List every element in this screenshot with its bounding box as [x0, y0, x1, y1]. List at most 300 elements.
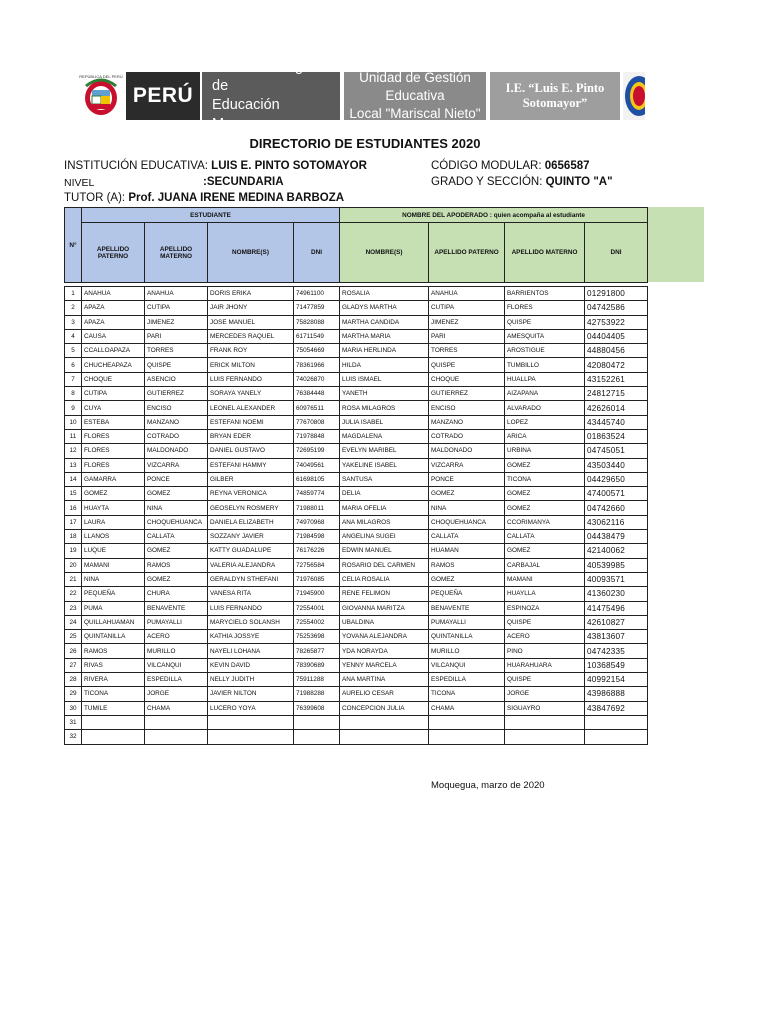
cell-row-num: 6: [65, 358, 82, 372]
cell-dni: 72554002: [294, 615, 340, 629]
cell-nombres: VALERIA ALEJANDRA: [208, 558, 294, 572]
cell-apod-paterno: MALDONADO: [429, 444, 505, 458]
cell-apod-paterno: PUMAYALLI: [429, 615, 505, 629]
table-row: [65, 601, 648, 615]
cell-ap-paterno: PEQUEÑA: [82, 587, 145, 601]
cell-dni: 74049561: [294, 458, 340, 472]
cell-apod-paterno: CUTIPA: [429, 301, 505, 315]
table-row: [65, 630, 648, 644]
cell-apod-materno: HUARAHUARA: [505, 658, 585, 672]
ugel-line1: Unidad de Gestión Educativa: [359, 70, 471, 103]
cell-ap-materno: CALLATA: [145, 530, 208, 544]
cell-apod-nombres: YOVANA ALEJANDRA: [340, 630, 429, 644]
cell-apod-nombres: DELIA: [340, 487, 429, 501]
table-row: [65, 530, 648, 544]
table-row: [65, 458, 648, 472]
cell-nombres: LEONEL ALEXANDER: [208, 401, 294, 415]
cell-ap-materno: PARI: [145, 329, 208, 343]
cell-ap-paterno: LUQUE: [82, 544, 145, 558]
cell-apod-paterno: MANZANO: [429, 415, 505, 429]
cell-ap-paterno: TUMILE: [82, 701, 145, 715]
cell-row-num: 24: [65, 615, 82, 629]
cell-dni: 71945900: [294, 587, 340, 601]
col-apod-paterno-header: APELLIDO PATERNO: [429, 223, 505, 283]
table-row: [65, 558, 648, 572]
cell-ap-materno: ANAHUA: [145, 287, 208, 301]
ugel-line2: Local "Mariscal Nieto": [349, 106, 481, 121]
cell-nombres: LUIS FERNANDO: [208, 372, 294, 386]
cell-apod-dni: 04429650: [585, 472, 648, 486]
nivel-value: [203, 176, 284, 188]
cell-apod-dni: [585, 715, 648, 729]
cell-apod-paterno: CHAMA: [429, 701, 505, 715]
cell-apod-nombres: EDWIN MANUEL: [340, 544, 429, 558]
cell-apod-dni: 41475496: [585, 601, 648, 615]
cell-dni: 74026870: [294, 372, 340, 386]
cell-nombres: REYNA VERONICA: [208, 487, 294, 501]
cell-apod-materno: ACERO: [505, 630, 585, 644]
cell-apod-materno: GOMEZ: [505, 544, 585, 558]
cell-dni: 71988011: [294, 501, 340, 515]
cell-apod-nombres: ROSALIA: [340, 287, 429, 301]
cell-nombres: VANESA RITA: [208, 587, 294, 601]
cell-apod-nombres: ROSA MILAGROS: [340, 401, 429, 415]
tutor-value: Prof. JUANA IRENE MEDINA BARBOZA: [128, 192, 345, 204]
cell-nombres: JAIR JHONY: [208, 301, 294, 315]
cell-ap-paterno: CCALLOAPAZA: [82, 344, 145, 358]
cell-apod-paterno: [429, 730, 505, 744]
cell-apod-dni: 04742660: [585, 501, 648, 515]
cell-dni: 72695199: [294, 444, 340, 458]
cell-ap-materno: GOMEZ: [145, 572, 208, 586]
cell-nombres: [208, 715, 294, 729]
table-row: [65, 730, 648, 744]
cell-apod-paterno: ESPEDILLA: [429, 673, 505, 687]
cell-apod-nombres: ANGELINA SUGEI: [340, 530, 429, 544]
cell-row-num: 10: [65, 415, 82, 429]
cell-apod-materno: CARBAJAL: [505, 558, 585, 572]
cell-dni: 75828088: [294, 315, 340, 329]
dre-line1: Dirección Regional de: [212, 59, 334, 94]
cell-nombres: ESTEFANI NOEMI: [208, 415, 294, 429]
cell-apod-materno: CALLATA: [505, 530, 585, 544]
grado-label: GRADO Y SECCIÓN:: [431, 176, 546, 188]
cell-nombres: SORAYA YANELY: [208, 387, 294, 401]
cell-apod-materno: GOMEZ: [505, 501, 585, 515]
col-dni-header: DNI: [294, 223, 340, 283]
ie-line1: I.E. “Luis E. Pinto: [505, 81, 605, 95]
cell-row-num: 20: [65, 558, 82, 572]
cell-apod-materno: AIZAPANA: [505, 387, 585, 401]
col-ap-materno-header: [145, 223, 208, 283]
cell-apod-dni: 24812715: [585, 387, 648, 401]
cell-apod-paterno: CHOQUEHUANCA: [429, 515, 505, 529]
cell-apod-materno: ESPINOZA: [505, 601, 585, 615]
cell-dni: [294, 730, 340, 744]
cell-apod-materno: AROSTIGUE: [505, 344, 585, 358]
table-row: [65, 329, 648, 343]
cell-apod-nombres: GIOVANNA MARITZA: [340, 601, 429, 615]
cell-ap-materno: [145, 730, 208, 744]
cell-apod-nombres: UBALDINA: [340, 615, 429, 629]
cell-apod-materno: LOPEZ: [505, 415, 585, 429]
cell-row-num: 1: [65, 287, 82, 301]
cell-nombres: ESTEFANI HAMMY: [208, 458, 294, 472]
table-row: [65, 658, 648, 672]
col-apod-nombres-header: NOMBRE(S): [340, 223, 429, 283]
cell-apod-paterno: COTRADO: [429, 429, 505, 443]
cell-dni: 61711549: [294, 329, 340, 343]
cell-nombres: SOZZANY JAVIER: [208, 530, 294, 544]
cell-ap-paterno: CHOQUE: [82, 372, 145, 386]
cell-ap-paterno: ESTEBA: [82, 415, 145, 429]
table-row: [65, 644, 648, 658]
table-row: [65, 415, 648, 429]
cell-apod-dni: 43445740: [585, 415, 648, 429]
dre-brand: [202, 59, 340, 132]
cell-ap-paterno: RIVAS: [82, 658, 145, 672]
cell-apod-paterno: PARI: [429, 329, 505, 343]
cell-row-num: 5: [65, 344, 82, 358]
cell-ap-paterno: HUAYTA: [82, 501, 145, 515]
cell-ap-paterno: FLORES: [82, 429, 145, 443]
cell-apod-dni: 40992154: [585, 673, 648, 687]
col-apod-dni-header: DNI: [585, 223, 648, 283]
cell-apod-materno: HUALLPA: [505, 372, 585, 386]
cell-ap-paterno: GOMEZ: [82, 487, 145, 501]
table-row: [65, 401, 648, 415]
cell-ap-paterno: QUILLAHUAMAN: [82, 615, 145, 629]
cell-apod-nombres: MARIA HERLINDA: [340, 344, 429, 358]
cell-ap-paterno: APAZA: [82, 301, 145, 315]
cell-dni: 72554001: [294, 601, 340, 615]
peru-brand: [126, 72, 200, 120]
cell-nombres: MERCEDES RAQUEL: [208, 329, 294, 343]
grado-value: QUINTO "A": [545, 176, 613, 188]
cell-apod-dni: 42080472: [585, 358, 648, 372]
cell-row-num: 23: [65, 601, 82, 615]
cell-apod-dni: 04438479: [585, 530, 648, 544]
cell-apod-materno: [505, 730, 585, 744]
cell-nombres: DANIEL GUSTAVO: [208, 444, 294, 458]
cell-dni: 71978848: [294, 429, 340, 443]
cell-apod-paterno: GOMEZ: [429, 572, 505, 586]
cell-dni: 71976085: [294, 572, 340, 586]
cell-nombres: [208, 730, 294, 744]
cell-apod-dni: 42610827: [585, 615, 648, 629]
table-row: [65, 501, 648, 515]
table-row: [65, 587, 648, 601]
cell-apod-nombres: YDA NORAYDA: [340, 644, 429, 658]
cell-apod-materno: TUMBILLO: [505, 358, 585, 372]
cell-apod-paterno: BENAVENTE: [429, 601, 505, 615]
cell-ap-paterno: GAMARRA: [82, 472, 145, 486]
cell-apod-materno: JORGE: [505, 687, 585, 701]
cell-nombres: GEOSELYN ROSMERY: [208, 501, 294, 515]
cell-dni: 75054669: [294, 344, 340, 358]
cell-ap-materno: ESPEDILLA: [145, 673, 208, 687]
cell-row-num: 2: [65, 301, 82, 315]
cell-apod-nombres: MARTHA MARIA: [340, 329, 429, 343]
cell-dni: 75253698: [294, 630, 340, 644]
cell-nombres: KATTY GUADALUPE: [208, 544, 294, 558]
cell-apod-paterno: HUAMAN: [429, 544, 505, 558]
cell-ap-materno: CHOQUEHUANCA: [145, 515, 208, 529]
cell-apod-paterno: JIMENEZ: [429, 315, 505, 329]
cell-apod-paterno: NINA: [429, 501, 505, 515]
table-row: [65, 344, 648, 358]
cell-dni: 71988288: [294, 687, 340, 701]
cell-apod-paterno: GOMEZ: [429, 487, 505, 501]
cell-ap-paterno: FLORES: [82, 458, 145, 472]
cell-dni: 78361966: [294, 358, 340, 372]
cell-row-num: 30: [65, 701, 82, 715]
table-row: [65, 444, 648, 458]
codigo-value: 0656587: [544, 160, 590, 172]
tutor-label: TUTOR (A):: [64, 192, 129, 204]
cell-row-num: 4: [65, 329, 82, 343]
cell-apod-dni: 01863524: [585, 429, 648, 443]
institucion-label: INSTITUCIÓN EDUCATIVA:: [64, 160, 212, 172]
cell-apod-nombres: YENNY MARCELA: [340, 658, 429, 672]
table-row: [65, 615, 648, 629]
cell-apod-paterno: PONCE: [429, 472, 505, 486]
cell-ap-materno: ACERO: [145, 630, 208, 644]
cell-apod-nombres: ANA MILAGROS: [340, 515, 429, 529]
cell-apod-paterno: VIZCARRA: [429, 458, 505, 472]
table-row: [65, 387, 648, 401]
cell-ap-paterno: PUMA: [82, 601, 145, 615]
cell-ap-paterno: [82, 730, 145, 744]
cell-ap-materno: CUTIPA: [145, 301, 208, 315]
cell-apod-dni: 44880456: [585, 344, 648, 358]
cell-ap-paterno: NINA: [82, 572, 145, 586]
cell-nombres: ERICK MILTON: [208, 358, 294, 372]
cell-apod-paterno: MURILLO: [429, 644, 505, 658]
cell-ap-materno: VILCANQUI: [145, 658, 208, 672]
cell-nombres: DANIELA ELIZABETH: [208, 515, 294, 529]
cell-apod-paterno: ANAHUA: [429, 287, 505, 301]
cell-apod-dni: 42626014: [585, 401, 648, 415]
cell-dni: 78390689: [294, 658, 340, 672]
group-estudiante-header: ESTUDIANTE: [82, 208, 340, 223]
cell-apod-dni: 43986888: [585, 687, 648, 701]
cell-ap-paterno: RIVERA: [82, 673, 145, 687]
cell-ap-paterno: APAZA: [82, 315, 145, 329]
cell-apod-nombres: YANETH: [340, 387, 429, 401]
cell-ap-materno: CHAMA: [145, 701, 208, 715]
cell-row-num: 28: [65, 673, 82, 687]
document-title: DIRECTORIO DE ESTUDIANTES 2020: [249, 136, 481, 151]
cell-apod-nombres: YAKELINE ISABEL: [340, 458, 429, 472]
cell-apod-dni: 43062116: [585, 515, 648, 529]
cell-row-num: 16: [65, 501, 82, 515]
table-row: [65, 287, 648, 301]
institucion-value: LUIS E. PINTO SOTOMAYOR: [211, 160, 367, 172]
cell-ap-materno: JIMENEZ: [145, 315, 208, 329]
cell-row-num: 12: [65, 444, 82, 458]
cell-apod-materno: AMESQUITA: [505, 329, 585, 343]
cell-nombres: GILBER: [208, 472, 294, 486]
cell-apod-materno: ARICA: [505, 429, 585, 443]
cell-ap-materno: PUMAYALLI: [145, 615, 208, 629]
cell-nombres: NELLY JUDITH: [208, 673, 294, 687]
cell-row-num: 3: [65, 315, 82, 329]
tutor-line: [64, 192, 344, 204]
cell-dni: 72756584: [294, 558, 340, 572]
cell-apod-dni: 42753922: [585, 315, 648, 329]
cell-apod-paterno: QUISPE: [429, 358, 505, 372]
cell-apod-nombres: MAGDALENA: [340, 429, 429, 443]
cell-nombres: KEVIN DAVID: [208, 658, 294, 672]
cell-apod-materno: FLORES: [505, 301, 585, 315]
cell-row-num: 27: [65, 658, 82, 672]
cell-ap-paterno: CUYA: [82, 401, 145, 415]
table-row: [65, 472, 648, 486]
table-row: [65, 429, 648, 443]
cell-dni: [294, 715, 340, 729]
cell-apod-dni: 40093571: [585, 572, 648, 586]
cell-apod-paterno: TICONA: [429, 687, 505, 701]
ie-brand: [490, 72, 620, 120]
cell-apod-materno: GOMEZ: [505, 458, 585, 472]
cell-ap-materno: MANZANO: [145, 415, 208, 429]
cell-ap-paterno: RAMOS: [82, 644, 145, 658]
cell-apod-dni: 41360230: [585, 587, 648, 601]
table-row: [65, 301, 648, 315]
col-apod-materno-header: APELLIDO MATERNO: [505, 223, 585, 283]
cell-ap-materno: JORGE: [145, 687, 208, 701]
cell-apod-materno: GOMEZ: [505, 487, 585, 501]
cell-nombres: LUCERO YOYA: [208, 701, 294, 715]
cell-ap-paterno: [82, 715, 145, 729]
cell-ap-materno: MURILLO: [145, 644, 208, 658]
cell-ap-materno: CHURA: [145, 587, 208, 601]
nivel-value-text: :SECUNDARIA: [203, 176, 284, 188]
cell-dni: 76399608: [294, 701, 340, 715]
school-logo-icon: [623, 72, 645, 120]
cell-apod-dni: 40539985: [585, 558, 648, 572]
table-row: [65, 487, 648, 501]
cell-dni: 76384448: [294, 387, 340, 401]
codigo-label: CÓDIGO MODULAR:: [431, 160, 545, 172]
cell-apod-materno: URBINA: [505, 444, 585, 458]
table-row: [65, 715, 648, 729]
cell-apod-dni: 47400571: [585, 487, 648, 501]
cell-ap-materno: GOMEZ: [145, 487, 208, 501]
cell-apod-materno: QUISPE: [505, 315, 585, 329]
cell-dni: 76176226: [294, 544, 340, 558]
table-row: [65, 572, 648, 586]
cell-apod-nombres: JULIA ISABEL: [340, 415, 429, 429]
cell-apod-materno: CCORIMANYA: [505, 515, 585, 529]
col-ap-paterno-header: [82, 223, 145, 283]
peru-coat-of-arms-icon: [78, 70, 124, 120]
cell-row-num: 18: [65, 530, 82, 544]
table-row: [65, 544, 648, 558]
cell-ap-materno: QUISPE: [145, 358, 208, 372]
cell-apod-dni: 43503440: [585, 458, 648, 472]
cell-dni: 75911288: [294, 673, 340, 687]
cell-ap-paterno: QUINTANILLA: [82, 630, 145, 644]
table-row: [65, 687, 648, 701]
ie-line2: Sotomayor”: [522, 96, 588, 110]
cell-ap-paterno: CHUCHEAPAZA: [82, 358, 145, 372]
cell-apod-nombres: LUIS ISMAEL: [340, 372, 429, 386]
cell-apod-paterno: VILCANQUI: [429, 658, 505, 672]
cell-ap-materno: GOMEZ: [145, 544, 208, 558]
cell-apod-materno: SIGUAYRO: [505, 701, 585, 715]
cell-apod-nombres: HILDA: [340, 358, 429, 372]
cell-dni: 78265877: [294, 644, 340, 658]
footer-place-date: Moquegua, marzo de 2020: [431, 780, 545, 791]
cell-apod-nombres: MARTHA CANDIDA: [340, 315, 429, 329]
cell-apod-materno: QUISPE: [505, 615, 585, 629]
cell-row-num: 8: [65, 387, 82, 401]
col-num-header: N°: [65, 208, 82, 283]
cell-apod-materno: BARRIENTOS: [505, 287, 585, 301]
cell-apod-materno: TICONA: [505, 472, 585, 486]
cell-apod-paterno: CHOQUE: [429, 372, 505, 386]
cell-ap-paterno: MAMANI: [82, 558, 145, 572]
cell-nombres: JAVIER NILTON: [208, 687, 294, 701]
cell-apod-nombres: [340, 730, 429, 744]
cell-row-num: 29: [65, 687, 82, 701]
cell-row-num: 14: [65, 472, 82, 486]
cell-ap-materno: PONCE: [145, 472, 208, 486]
cell-dni: 61698105: [294, 472, 340, 486]
cell-ap-paterno: TICONA: [82, 687, 145, 701]
cell-apod-nombres: EVELYN MARIBEL: [340, 444, 429, 458]
cell-row-num: 17: [65, 515, 82, 529]
students-table: [64, 207, 648, 745]
cell-nombres: FRANK ROY: [208, 344, 294, 358]
codigo-line: [431, 160, 590, 172]
cell-apod-paterno: ENCISO: [429, 401, 505, 415]
cell-apod-nombres: ROSARIO DEL CARMEN: [340, 558, 429, 572]
header-green-extension: [646, 207, 704, 282]
cell-apod-dni: [585, 730, 648, 744]
cell-apod-dni: 01291800: [585, 287, 648, 301]
cell-nombres: LUIS FERNANDO: [208, 601, 294, 615]
cell-ap-paterno: LLANOS: [82, 530, 145, 544]
cell-nombres: JOSE MANUEL: [208, 315, 294, 329]
peru-label: PERÚ: [132, 84, 194, 107]
cell-row-num: 15: [65, 487, 82, 501]
cell-dni: 60976511: [294, 401, 340, 415]
cell-ap-paterno: CUTIPA: [82, 387, 145, 401]
table-row: [65, 358, 648, 372]
table-row: [65, 673, 648, 687]
cell-ap-materno: [145, 715, 208, 729]
cell-apod-materno: ALVARADO: [505, 401, 585, 415]
cell-apod-paterno: TORRES: [429, 344, 505, 358]
col-ap-materno-label: APELLIDO MATERNO: [159, 245, 193, 260]
cell-ap-paterno: ANAHUA: [82, 287, 145, 301]
cell-ap-materno: MALDONADO: [145, 444, 208, 458]
cell-ap-materno: TORRES: [145, 344, 208, 358]
cell-nombres: DORIS ERIKA: [208, 287, 294, 301]
cell-row-num: 11: [65, 429, 82, 443]
dre-line2: Educación Moquegua: [212, 97, 281, 132]
cell-apod-dni: 42140062: [585, 544, 648, 558]
cell-apod-dni: 43813607: [585, 630, 648, 644]
cell-dni: 74961100: [294, 287, 340, 301]
cell-ap-materno: BENAVENTE: [145, 601, 208, 615]
cell-ap-paterno: CAUSA: [82, 329, 145, 343]
cell-dni: 74970968: [294, 515, 340, 529]
cell-apod-materno: PINO: [505, 644, 585, 658]
